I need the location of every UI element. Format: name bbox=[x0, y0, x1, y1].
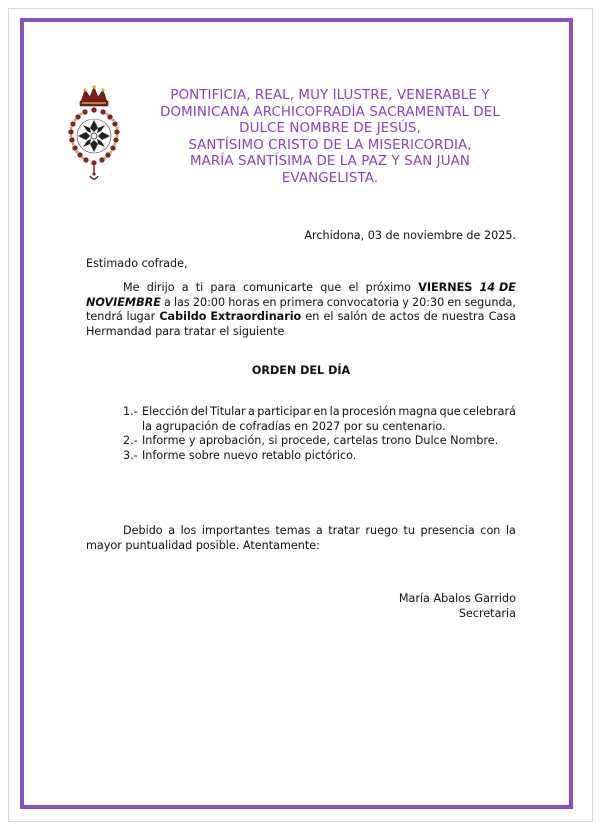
paragraph-line: mayor puntualidad posible. Atentamente: bbox=[86, 538, 320, 552]
word: los bbox=[180, 524, 197, 537]
word: a bbox=[181, 281, 189, 294]
word: en bbox=[313, 405, 328, 418]
word: procesión bbox=[341, 405, 397, 418]
word: a bbox=[315, 524, 323, 537]
word: NOVIEMBRE bbox=[86, 295, 161, 309]
word: dirijo bbox=[146, 281, 175, 294]
word: ruego bbox=[365, 524, 398, 537]
paragraph-line bbox=[86, 310, 516, 325]
title-line: DULCE NOMBRE DE JESÚS, bbox=[239, 121, 421, 136]
title-line: DOMINICANA ARCHICOFRADÍA SACRAMENTAL DEL bbox=[160, 104, 500, 120]
word: la bbox=[329, 405, 340, 418]
word: presencia bbox=[420, 524, 475, 537]
word: 20:30 bbox=[412, 295, 445, 309]
word: celebrará bbox=[462, 405, 516, 418]
word: Casa bbox=[488, 310, 516, 324]
agenda-item-number: 3.- bbox=[123, 448, 138, 462]
word: nuestra bbox=[441, 310, 485, 324]
brotherhood-title bbox=[140, 88, 520, 187]
word: salón bbox=[337, 310, 368, 324]
agenda-item bbox=[123, 449, 516, 464]
word: el bbox=[323, 310, 334, 324]
greeting: Estimado cofrade, bbox=[86, 257, 188, 270]
agenda-item-text: la agrupación de cofradías en 2027 por su centenario. bbox=[142, 419, 446, 433]
coat-of-arms-icon bbox=[54, 84, 134, 184]
word: VIERNES bbox=[418, 281, 473, 294]
agenda-title: ORDEN DEL DÍA bbox=[251, 364, 351, 377]
agenda-item-text: Informe y aprobación, si procede, cartelas trono Dulce Nombre. bbox=[142, 434, 499, 448]
agenda-item bbox=[123, 405, 516, 434]
word: en bbox=[305, 310, 320, 324]
signer-name: María Abalos Garrido bbox=[398, 592, 516, 605]
word: horas bbox=[228, 295, 260, 309]
title-line: EVANGELISTA. bbox=[281, 170, 379, 186]
title-line: PONTIFICIA, REAL, MUY ILUSTRE, VENERABLE Y bbox=[170, 88, 490, 103]
agenda-item-text: Informe sobre nuevo retablo pictórico. bbox=[142, 448, 357, 462]
word: participar bbox=[257, 405, 312, 418]
agenda-item-number: 1.- bbox=[123, 405, 138, 418]
word: a bbox=[163, 295, 171, 309]
word: magna bbox=[398, 405, 438, 418]
word: tu bbox=[403, 524, 415, 537]
agenda-item-number: 2.- bbox=[123, 434, 138, 448]
word: en bbox=[447, 295, 462, 309]
word: en bbox=[262, 295, 277, 309]
word: convocatoria bbox=[326, 295, 400, 309]
title-line: MARÍA SANTÍSIMA DE LA PAZ Y SAN JUAN bbox=[189, 154, 471, 169]
word: Cabildo Extraordinario bbox=[159, 310, 302, 324]
word: próximo bbox=[365, 281, 412, 294]
word: las bbox=[173, 295, 190, 309]
word: y bbox=[402, 295, 409, 309]
word: a bbox=[248, 405, 255, 418]
word: que bbox=[439, 405, 461, 418]
word: a bbox=[168, 524, 176, 537]
word: de bbox=[371, 310, 386, 324]
word: comunicarte bbox=[242, 281, 314, 294]
word: con bbox=[480, 524, 501, 537]
word: tendrá lugar bbox=[86, 310, 156, 324]
word: ti bbox=[195, 281, 204, 294]
agenda-list bbox=[123, 405, 516, 463]
agenda-item bbox=[123, 434, 516, 449]
title-line: SANTÍSIMO CRISTO DE LA MISERICORDIA, bbox=[188, 137, 472, 153]
word: que bbox=[320, 281, 342, 294]
word: el bbox=[348, 281, 359, 294]
word: para bbox=[210, 281, 236, 294]
word: Debido bbox=[123, 524, 163, 537]
intro-paragraph bbox=[86, 281, 516, 339]
word: primera bbox=[279, 295, 324, 309]
word: Me bbox=[123, 281, 140, 294]
closing-paragraph bbox=[86, 524, 516, 553]
paragraph-line bbox=[86, 524, 516, 539]
letter-date: Archidona, 03 de noviembre de 2025. bbox=[304, 229, 516, 242]
word: temas bbox=[275, 524, 311, 537]
word: de bbox=[423, 310, 438, 324]
signature-block bbox=[316, 592, 516, 621]
signer-role: Secretaria bbox=[458, 606, 516, 620]
word: la bbox=[505, 524, 516, 537]
word: actos bbox=[389, 310, 420, 324]
paragraph-line bbox=[86, 281, 516, 296]
paragraph-line bbox=[86, 296, 516, 311]
paragraph-line: Hermandad para tratar el siguiente bbox=[86, 324, 285, 338]
word: Elección bbox=[142, 405, 189, 418]
agenda-item-text bbox=[142, 405, 516, 420]
word: importantes bbox=[201, 524, 270, 537]
word: del bbox=[190, 405, 208, 418]
word: Titular bbox=[210, 405, 246, 418]
word: 20:00 bbox=[192, 295, 226, 309]
word: tratar bbox=[328, 524, 360, 537]
word: segunda, bbox=[464, 295, 516, 309]
word: 14 DE bbox=[479, 281, 516, 294]
